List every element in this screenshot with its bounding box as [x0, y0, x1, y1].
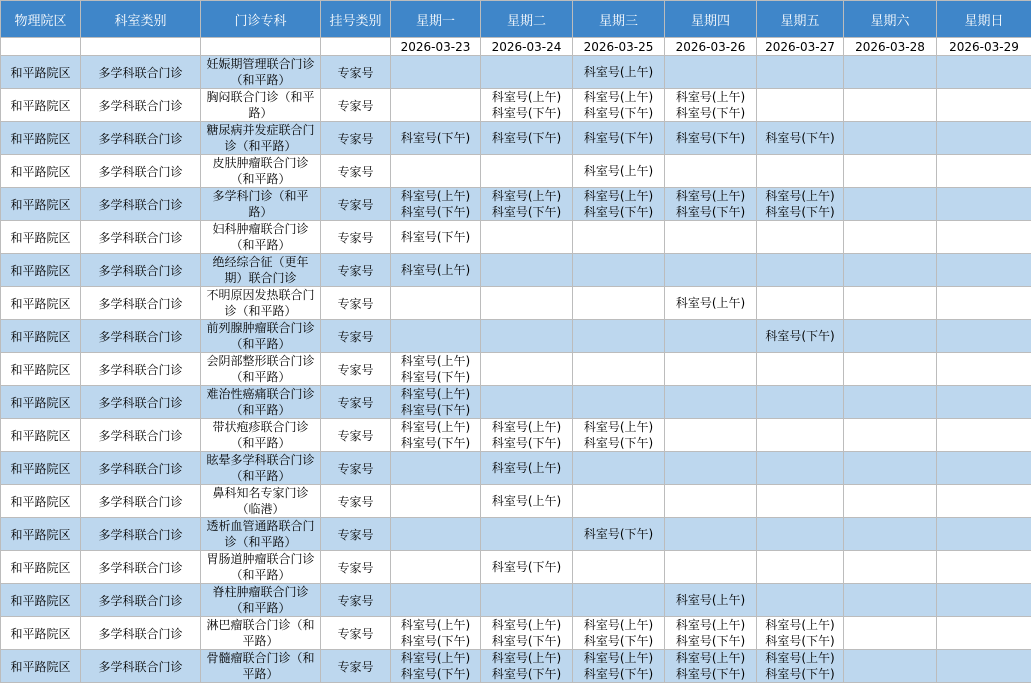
column-header: 物理院区 — [1, 1, 81, 38]
reg-type-cell: 专家号 — [321, 617, 391, 650]
clinic-cell: 妊娠期管理联合门诊（和平路） — [201, 56, 321, 89]
day-slot-cell: 科室号(上午) 科室号(下午) — [573, 617, 665, 650]
schedule-body — [1, 56, 1031, 683]
day-slot-cell: 科室号(上午) — [665, 287, 757, 320]
table-row — [1, 221, 1031, 254]
day-slot-cell — [844, 89, 937, 122]
reg-type-cell: 专家号 — [321, 353, 391, 386]
dept-cell: 多学科联合门诊 — [81, 551, 201, 584]
reg-type-cell: 专家号 — [321, 122, 391, 155]
campus-cell: 和平路院区 — [1, 89, 81, 122]
day-slot-cell — [573, 320, 665, 353]
clinic-cell: 不明原因发热联合门诊（和平路） — [201, 287, 321, 320]
table-row — [1, 452, 1031, 485]
table-row — [1, 617, 1031, 650]
day-slot-cell — [391, 56, 481, 89]
day-slot-cell: 科室号(上午) — [573, 155, 665, 188]
date-cell: 2026-03-28 — [844, 38, 937, 56]
day-slot-cell: 科室号(下午) — [391, 221, 481, 254]
dept-cell: 多学科联合门诊 — [81, 122, 201, 155]
day-slot-cell — [391, 287, 481, 320]
day-slot-cell — [844, 551, 937, 584]
table-row — [1, 188, 1031, 221]
clinic-cell: 多学科门诊（和平路） — [201, 188, 321, 221]
day-slot-cell — [844, 518, 937, 551]
day-slot-cell — [844, 419, 937, 452]
day-slot-cell: 科室号(上午) — [665, 584, 757, 617]
day-slot-cell: 科室号(上午) 科室号(下午) — [665, 89, 757, 122]
reg-type-cell: 专家号 — [321, 452, 391, 485]
day-slot-cell — [937, 485, 1031, 518]
day-slot-cell — [937, 584, 1031, 617]
day-slot-cell: 科室号(上午) 科室号(下午) — [481, 89, 573, 122]
reg-type-cell: 专家号 — [321, 518, 391, 551]
reg-type-cell: 专家号 — [321, 551, 391, 584]
day-slot-cell: 科室号(上午) — [481, 452, 573, 485]
table-row — [1, 386, 1031, 419]
day-slot-cell — [481, 254, 573, 287]
day-slot-cell — [757, 452, 844, 485]
day-slot-cell: 科室号(下午) — [573, 518, 665, 551]
day-slot-cell — [844, 386, 937, 419]
day-slot-cell — [844, 155, 937, 188]
day-slot-cell — [481, 221, 573, 254]
day-slot-cell: 科室号(上午) 科室号(下午) — [481, 188, 573, 221]
day-slot-cell — [844, 254, 937, 287]
day-slot-cell — [844, 617, 937, 650]
reg-type-cell: 专家号 — [321, 155, 391, 188]
campus-cell: 和平路院区 — [1, 485, 81, 518]
date-row-blank-cell — [201, 38, 321, 56]
campus-cell: 和平路院区 — [1, 287, 81, 320]
day-slot-cell — [937, 452, 1031, 485]
day-slot-cell — [481, 155, 573, 188]
clinic-cell: 皮肤肿瘤联合门诊（和平路） — [201, 155, 321, 188]
dept-cell: 多学科联合门诊 — [81, 254, 201, 287]
day-slot-cell: 科室号(上午) — [391, 254, 481, 287]
column-header: 挂号类别 — [321, 1, 391, 38]
day-slot-cell — [573, 485, 665, 518]
campus-cell: 和平路院区 — [1, 353, 81, 386]
day-slot-cell: 科室号(上午) 科室号(下午) — [481, 419, 573, 452]
day-slot-cell — [937, 287, 1031, 320]
date-cell: 2026-03-29 — [937, 38, 1031, 56]
reg-type-cell: 专家号 — [321, 584, 391, 617]
dept-cell: 多学科联合门诊 — [81, 518, 201, 551]
table-row — [1, 650, 1031, 683]
reg-type-cell: 专家号 — [321, 650, 391, 683]
day-slot-cell — [937, 419, 1031, 452]
dept-cell: 多学科联合门诊 — [81, 617, 201, 650]
day-slot-cell — [665, 56, 757, 89]
dept-cell: 多学科联合门诊 — [81, 221, 201, 254]
clinic-cell: 会阴部整形联合门诊（和平路） — [201, 353, 321, 386]
day-slot-cell — [937, 89, 1031, 122]
day-slot-cell — [391, 320, 481, 353]
dept-cell: 多学科联合门诊 — [81, 188, 201, 221]
day-slot-cell — [937, 188, 1031, 221]
header-row — [1, 1, 1031, 38]
day-slot-cell — [757, 287, 844, 320]
day-slot-cell — [937, 386, 1031, 419]
day-slot-cell — [757, 584, 844, 617]
day-slot-cell — [937, 56, 1031, 89]
campus-cell: 和平路院区 — [1, 56, 81, 89]
table-row — [1, 56, 1031, 89]
day-slot-cell — [937, 122, 1031, 155]
dept-cell: 多学科联合门诊 — [81, 650, 201, 683]
table-row — [1, 89, 1031, 122]
day-slot-cell — [844, 452, 937, 485]
day-slot-cell: 科室号(上午) 科室号(下午) — [573, 650, 665, 683]
campus-cell: 和平路院区 — [1, 650, 81, 683]
dept-cell: 多学科联合门诊 — [81, 419, 201, 452]
table-row — [1, 254, 1031, 287]
date-row — [1, 38, 1031, 56]
day-slot-cell — [665, 518, 757, 551]
campus-cell: 和平路院区 — [1, 386, 81, 419]
day-slot-cell: 科室号(上午) 科室号(下午) — [573, 89, 665, 122]
day-slot-cell — [573, 287, 665, 320]
day-slot-cell — [481, 320, 573, 353]
clinic-cell: 胃肠道肿瘤联合门诊（和平路） — [201, 551, 321, 584]
reg-type-cell: 专家号 — [321, 254, 391, 287]
day-slot-cell — [481, 353, 573, 386]
date-row-blank-cell — [81, 38, 201, 56]
day-slot-cell — [573, 221, 665, 254]
column-header: 门诊专科 — [201, 1, 321, 38]
day-slot-cell: 科室号(上午) — [481, 485, 573, 518]
dept-cell: 多学科联合门诊 — [81, 287, 201, 320]
campus-cell: 和平路院区 — [1, 584, 81, 617]
day-slot-cell — [844, 122, 937, 155]
day-slot-cell — [665, 419, 757, 452]
reg-type-cell: 专家号 — [321, 188, 391, 221]
table-row — [1, 419, 1031, 452]
dept-cell: 多学科联合门诊 — [81, 56, 201, 89]
clinic-cell: 糖尿病并发症联合门诊（和平路） — [201, 122, 321, 155]
column-header: 星期六 — [844, 1, 937, 38]
table-row — [1, 584, 1031, 617]
day-slot-cell — [844, 188, 937, 221]
dept-cell: 多学科联合门诊 — [81, 320, 201, 353]
reg-type-cell: 专家号 — [321, 221, 391, 254]
reg-type-cell: 专家号 — [321, 89, 391, 122]
day-slot-cell — [665, 551, 757, 584]
day-slot-cell — [757, 221, 844, 254]
table-row — [1, 353, 1031, 386]
day-slot-cell — [757, 386, 844, 419]
dept-cell: 多学科联合门诊 — [81, 89, 201, 122]
day-slot-cell — [937, 221, 1031, 254]
clinic-cell: 骨髓瘤联合门诊（和平路） — [201, 650, 321, 683]
date-cell: 2026-03-26 — [665, 38, 757, 56]
day-slot-cell — [665, 155, 757, 188]
column-header: 星期四 — [665, 1, 757, 38]
column-header: 星期二 — [481, 1, 573, 38]
day-slot-cell: 科室号(下午) — [391, 122, 481, 155]
dept-cell: 多学科联合门诊 — [81, 584, 201, 617]
day-slot-cell: 科室号(上午) 科室号(下午) — [757, 650, 844, 683]
day-slot-cell — [844, 320, 937, 353]
day-slot-cell: 科室号(上午) 科室号(下午) — [391, 386, 481, 419]
day-slot-cell: 科室号(上午) 科室号(下午) — [665, 650, 757, 683]
clinic-cell: 透析血管通路联合门诊（和平路） — [201, 518, 321, 551]
day-slot-cell: 科室号(下午) — [757, 122, 844, 155]
day-slot-cell: 科室号(上午) 科室号(下午) — [391, 617, 481, 650]
day-slot-cell — [757, 485, 844, 518]
date-cell: 2026-03-23 — [391, 38, 481, 56]
day-slot-cell — [665, 386, 757, 419]
campus-cell: 和平路院区 — [1, 320, 81, 353]
day-slot-cell — [481, 584, 573, 617]
day-slot-cell — [391, 452, 481, 485]
day-slot-cell — [481, 56, 573, 89]
table-row — [1, 518, 1031, 551]
table-row — [1, 287, 1031, 320]
reg-type-cell: 专家号 — [321, 320, 391, 353]
day-slot-cell — [757, 518, 844, 551]
day-slot-cell — [937, 254, 1031, 287]
table-row — [1, 320, 1031, 353]
day-slot-cell — [937, 551, 1031, 584]
reg-type-cell: 专家号 — [321, 287, 391, 320]
column-header: 星期五 — [757, 1, 844, 38]
day-slot-cell — [844, 353, 937, 386]
day-slot-cell — [481, 386, 573, 419]
campus-cell: 和平路院区 — [1, 518, 81, 551]
day-slot-cell — [573, 452, 665, 485]
day-slot-cell: 科室号(上午) 科室号(下午) — [573, 419, 665, 452]
day-slot-cell — [757, 353, 844, 386]
clinic-cell: 绝经综合征（更年期）联合门诊 — [201, 254, 321, 287]
day-slot-cell — [665, 221, 757, 254]
day-slot-cell: 科室号(上午) — [573, 56, 665, 89]
reg-type-cell: 专家号 — [321, 56, 391, 89]
dept-cell: 多学科联合门诊 — [81, 155, 201, 188]
day-slot-cell: 科室号(下午) — [481, 122, 573, 155]
day-slot-cell — [665, 452, 757, 485]
day-slot-cell — [757, 419, 844, 452]
day-slot-cell: 科室号(上午) 科室号(下午) — [757, 617, 844, 650]
day-slot-cell: 科室号(上午) 科室号(下午) — [391, 353, 481, 386]
day-slot-cell — [665, 353, 757, 386]
campus-cell: 和平路院区 — [1, 122, 81, 155]
day-slot-cell — [757, 56, 844, 89]
date-cell: 2026-03-24 — [481, 38, 573, 56]
table-row — [1, 122, 1031, 155]
day-slot-cell — [665, 320, 757, 353]
day-slot-cell — [844, 56, 937, 89]
column-header: 星期三 — [573, 1, 665, 38]
day-slot-cell — [757, 155, 844, 188]
clinic-cell: 带状疱疹联合门诊（和平路） — [201, 419, 321, 452]
day-slot-cell — [573, 386, 665, 419]
clinic-cell: 眩晕多学科联合门诊（和平路） — [201, 452, 321, 485]
reg-type-cell: 专家号 — [321, 485, 391, 518]
day-slot-cell: 科室号(上午) 科室号(下午) — [573, 188, 665, 221]
day-slot-cell — [844, 287, 937, 320]
dept-cell: 多学科联合门诊 — [81, 353, 201, 386]
day-slot-cell: 科室号(下午) — [573, 122, 665, 155]
day-slot-cell: 科室号(上午) 科室号(下午) — [481, 650, 573, 683]
day-slot-cell: 科室号(上午) 科室号(下午) — [391, 650, 481, 683]
day-slot-cell — [757, 551, 844, 584]
day-slot-cell — [391, 518, 481, 551]
campus-cell: 和平路院区 — [1, 188, 81, 221]
day-slot-cell — [573, 584, 665, 617]
date-row-blank-cell — [1, 38, 81, 56]
day-slot-cell — [391, 155, 481, 188]
day-slot-cell — [937, 353, 1031, 386]
day-slot-cell: 科室号(上午) 科室号(下午) — [391, 188, 481, 221]
day-slot-cell — [844, 485, 937, 518]
day-slot-cell — [844, 221, 937, 254]
day-slot-cell — [573, 254, 665, 287]
campus-cell: 和平路院区 — [1, 155, 81, 188]
day-slot-cell: 科室号(上午) 科室号(下午) — [481, 617, 573, 650]
campus-cell: 和平路院区 — [1, 617, 81, 650]
clinic-cell: 鼻科知名专家门诊（临港） — [201, 485, 321, 518]
campus-cell: 和平路院区 — [1, 419, 81, 452]
day-slot-cell — [937, 320, 1031, 353]
campus-cell: 和平路院区 — [1, 221, 81, 254]
dept-cell: 多学科联合门诊 — [81, 452, 201, 485]
clinic-cell: 脊柱肿瘤联合门诊（和平路） — [201, 584, 321, 617]
campus-cell: 和平路院区 — [1, 254, 81, 287]
campus-cell: 和平路院区 — [1, 551, 81, 584]
day-slot-cell — [391, 584, 481, 617]
clinic-cell: 难治性癌痛联合门诊（和平路） — [201, 386, 321, 419]
day-slot-cell — [391, 551, 481, 584]
dept-cell: 多学科联合门诊 — [81, 386, 201, 419]
reg-type-cell: 专家号 — [321, 419, 391, 452]
day-slot-cell: 科室号(上午) 科室号(下午) — [757, 188, 844, 221]
day-slot-cell — [573, 353, 665, 386]
day-slot-cell — [937, 155, 1031, 188]
table-row — [1, 155, 1031, 188]
day-slot-cell: 科室号(下午) — [481, 551, 573, 584]
reg-type-cell: 专家号 — [321, 386, 391, 419]
date-cell: 2026-03-27 — [757, 38, 844, 56]
day-slot-cell: 科室号(下午) — [665, 122, 757, 155]
date-cell: 2026-03-25 — [573, 38, 665, 56]
day-slot-cell — [937, 650, 1031, 683]
day-slot-cell — [757, 89, 844, 122]
column-header: 科室类别 — [81, 1, 201, 38]
day-slot-cell: 科室号(下午) — [757, 320, 844, 353]
clinic-cell: 胸闷联合门诊（和平路） — [201, 89, 321, 122]
table-row — [1, 551, 1031, 584]
day-slot-cell — [573, 551, 665, 584]
date-row-blank-cell — [321, 38, 391, 56]
day-slot-cell — [937, 617, 1031, 650]
day-slot-cell — [481, 287, 573, 320]
day-slot-cell — [481, 518, 573, 551]
day-slot-cell: 科室号(上午) 科室号(下午) — [391, 419, 481, 452]
day-slot-cell — [665, 485, 757, 518]
day-slot-cell — [844, 584, 937, 617]
day-slot-cell: 科室号(上午) 科室号(下午) — [665, 188, 757, 221]
campus-cell: 和平路院区 — [1, 452, 81, 485]
day-slot-cell — [757, 254, 844, 287]
clinic-cell: 淋巴瘤联合门诊（和平路） — [201, 617, 321, 650]
clinic-cell: 前列腺肿瘤联合门诊（和平路） — [201, 320, 321, 353]
column-header: 星期日 — [937, 1, 1031, 38]
column-header: 星期一 — [391, 1, 481, 38]
dept-cell: 多学科联合门诊 — [81, 485, 201, 518]
day-slot-cell: 科室号(上午) 科室号(下午) — [665, 617, 757, 650]
clinic-cell: 妇科肿瘤联合门诊（和平路） — [201, 221, 321, 254]
day-slot-cell — [665, 254, 757, 287]
day-slot-cell — [391, 485, 481, 518]
day-slot-cell — [844, 650, 937, 683]
day-slot-cell — [391, 89, 481, 122]
table-row — [1, 485, 1031, 518]
day-slot-cell — [937, 518, 1031, 551]
